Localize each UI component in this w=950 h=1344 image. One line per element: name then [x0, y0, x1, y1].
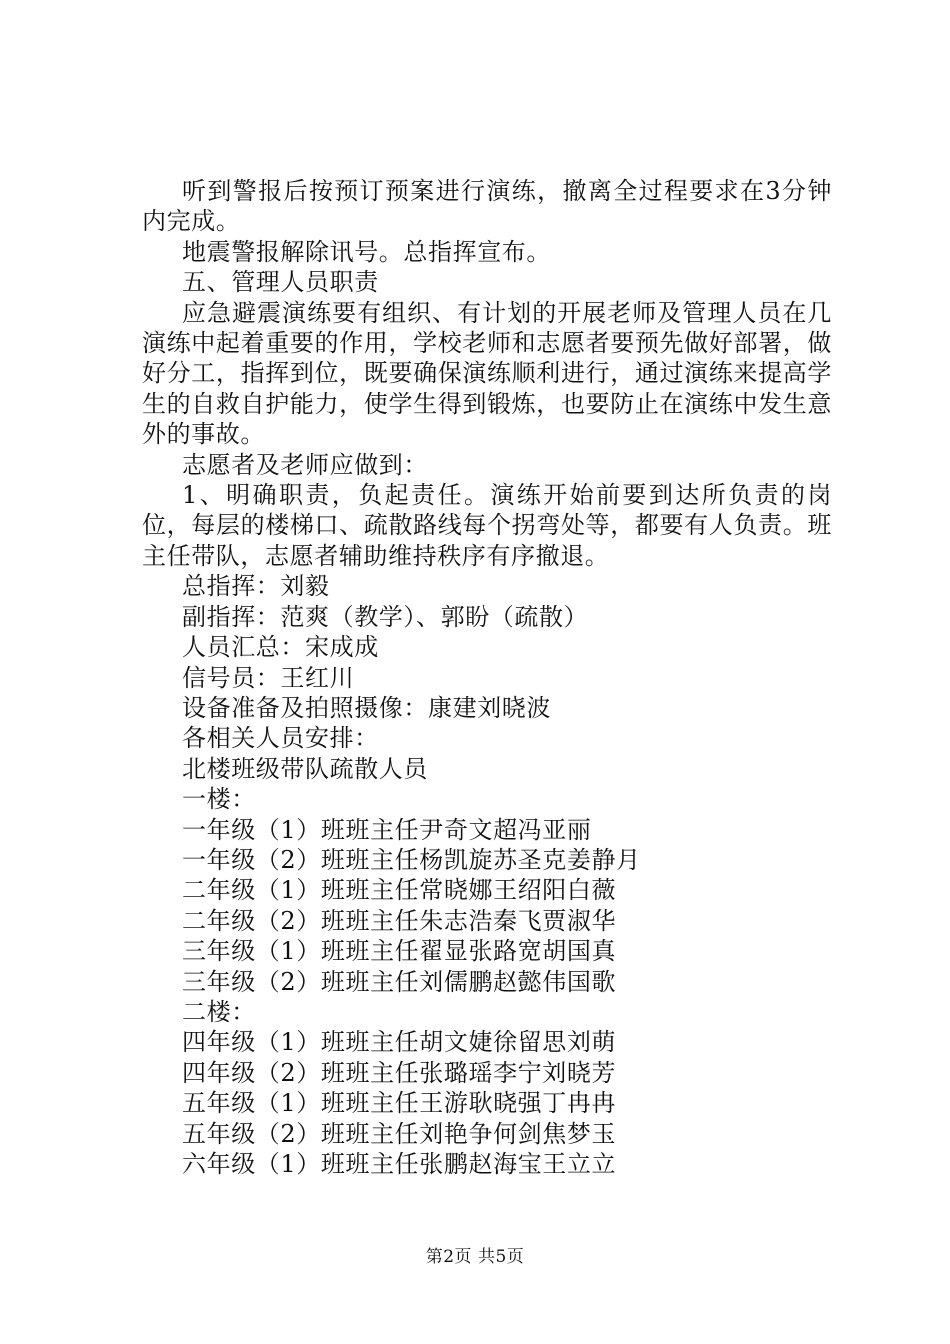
list-item: 人员汇总：宋成成: [182, 633, 379, 662]
list-item: 总指挥：刘毅: [182, 572, 330, 601]
list-item: 四年级（1）班班主任胡文婕徐留思刘萌: [182, 1028, 617, 1057]
list-item: 二年级（1）班班主任常晓娜王绍阳白薇: [182, 876, 617, 905]
paragraph-alarm-cleared: 地震警报解除讯号。总指挥宣布。: [182, 237, 551, 266]
list-item: 一年级（2）班班主任杨凯旋苏圣克姜静月: [182, 845, 641, 874]
paragraph-duty-assignment: 1、明确职责，负起责任。演练开始前要到达所负责的岗位，每层的楼梯口、疏散路线每个拐弯处等，都要有人负责。班主任带队，志愿者辅助维持秩序有序撤退。: [142, 481, 832, 570]
paragraph-drill-evacuation: 听到警报后按预订预案进行演练，撤离全过程要求在3分钟内完成。: [142, 177, 832, 236]
list-item: 各相关人员安排：: [182, 724, 379, 753]
list-item: 副指挥：范爽（教学）、郭盼（疏散）: [182, 602, 589, 631]
list-item: 三年级（2）班班主任刘儒鹏赵懿伟国歌: [182, 967, 617, 996]
paragraph-drill-organization: 应急避震演练要有组织、有计划的开展老师及管理人员在几演练中起着重要的作用，学校老师和志愿者要预先做好部署，做好分工，指挥到位，既要确保演练顺利进行，通过演练来提高学生的自救自护能力，使学生得到锻炼，也要防止在演练中发生意外的事故。: [142, 298, 832, 449]
list-item: 一年级（1）班班主任尹奇文超冯亚丽: [182, 815, 592, 844]
floor-heading: 二楼：: [182, 997, 256, 1026]
list-item: 设备准备及拍照摄像：康建刘晓波: [182, 693, 551, 722]
list-item: 六年级（1）班班主任张鹏赵海宝王立立: [182, 1150, 617, 1178]
document-body: [142, 176, 832, 1179]
list-item: 五年级（2）班班主任刘艳争何剑焦梦玉: [182, 1119, 617, 1148]
list-item: 三年级（1）班班主任翟显张路宽胡国真: [182, 937, 617, 966]
paragraph-volunteer-requirements: 志愿者及老师应做到：: [182, 450, 428, 479]
list-item: 北楼班级带队疏散人员: [182, 754, 428, 783]
floor-heading: 一楼：: [182, 785, 256, 814]
list-item: 五年级（1）班班主任王游耿晓强丁冉冉: [182, 1089, 617, 1118]
list-item: 二年级（2）班班主任朱志浩秦飞贾淑华: [182, 906, 617, 935]
page-number-footer: 第2页 共5页: [425, 1247, 525, 1267]
section-heading-staff-duties: 五、管理人员职责: [182, 268, 379, 297]
list-item: 信号员：王红川: [182, 663, 355, 692]
list-item: 四年级（2）班班主任张璐瑶李宁刘晓芳: [182, 1058, 617, 1087]
